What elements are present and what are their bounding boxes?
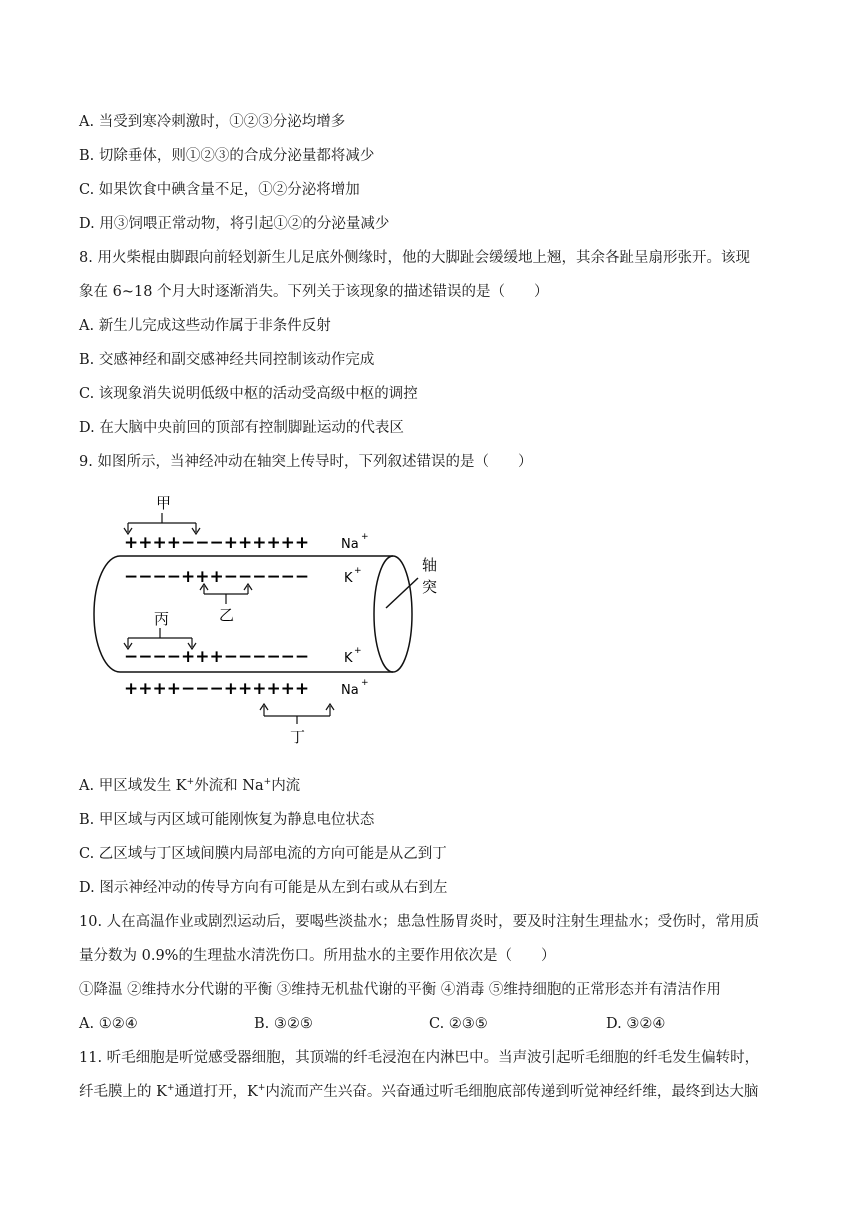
q10-option-d: D. ③②④ <box>606 1016 666 1032</box>
q11-line2: 纤毛膜上的 K+通道打开，K+内流而产生兴奋。兴奋通过听毛细胞底部传递到听觉神经纤维，最终到达大脑 <box>79 1083 759 1100</box>
q8-stem-line1: 8. 用火柴棍由脚跟向前轻划新生儿足底外侧缘时，他的大脚趾会缓缓地上翘，其余各趾呈扇形张开。该现 <box>79 250 750 266</box>
svg-text:+: + <box>361 532 369 542</box>
q10-items: ①降温 ②维持水分代谢的平衡 ③维持无机盐代谢的平衡 ④消毒 ⑤维持细胞的正常形态并有清洁作用 <box>79 982 721 998</box>
q8-option-b: B. 交感神经和副交感神经共同控制该动作完成 <box>79 352 375 368</box>
q8-option-c: C. 该现象消失说明低级中枢的活动受高级中枢的调控 <box>79 386 418 402</box>
svg-text:+: + <box>354 566 362 576</box>
outer-bottom-charges: ++++−−−++++++ <box>124 679 310 699</box>
region-ding <box>260 704 334 724</box>
inner-top-charges: −−−−+++−−−−−− <box>124 567 310 587</box>
region-jia <box>124 513 200 534</box>
q9-option-a: A. 甲区域发生 K+外流和 Na+内流 <box>79 777 301 794</box>
ion-label-k-bottom <box>344 646 362 666</box>
q7-option-b: B. 切除垂体，则①②③的合成分泌量都将减少 <box>79 148 375 164</box>
region-yi <box>200 584 252 604</box>
q9-option-c: C. 乙区域与丁区域间膜内局部电流的方向可能是从乙到丁 <box>79 846 447 862</box>
q10-stem-line1: 10. 人在高温作业或剧烈运动后，要喝些淡盐水；患急性肠胃炎时，要及时注射生理盐水；受伤时，常用质 <box>79 914 760 930</box>
label-jia: 甲 <box>156 494 172 512</box>
q9-option-b: B. 甲区域与丙区域可能刚恢复为静息电位状态 <box>79 812 375 828</box>
label-axon-2: 突 <box>422 578 438 596</box>
region-bing <box>124 628 196 649</box>
q10-option-b: B. ③②⑤ <box>254 1016 313 1032</box>
q10-option-c: C. ②③⑤ <box>429 1016 488 1032</box>
q10-stem-line2: 量分数为 0.9%的生理盐水清洗伤口。所用盐水的主要作用依次是（ ） <box>79 948 556 964</box>
ion-label-na-bottom <box>341 678 369 698</box>
q9-stem: 9. 如图所示，当神经冲动在轴突上传导时，下列叙述错误的是（ ） <box>79 454 533 470</box>
q8-option-a: A. 新生儿完成这些动作属于非条件反射 <box>79 318 331 334</box>
q11-line1: 11. 听毛细胞是听觉感受器细胞，其顶端的纤毛浸泡在内淋巴中。当声波引起听毛细胞的纤毛发生偏转时， <box>79 1050 760 1066</box>
q7-option-a: A. 当受到寒冷刺激时，①②③分泌均增多 <box>79 114 346 130</box>
q9-option-d: D. 图示神经冲动的传导方向有可能是从左到右或从右到左 <box>79 880 448 896</box>
outer-top-charges: ++++−−−++++++ <box>124 533 310 553</box>
ion-label-na-top <box>341 532 369 552</box>
axon-diagram <box>88 486 460 746</box>
label-yi: 乙 <box>219 606 235 624</box>
q8-option-d: D. 在大脑中央前回的顶部有控制脚趾运动的代表区 <box>79 420 404 436</box>
svg-text:+: + <box>361 678 369 688</box>
svg-text:Na: Na <box>341 537 359 552</box>
q10-options <box>79 1014 779 1034</box>
q10-option-a: A. ①②④ <box>79 1016 138 1032</box>
q7-option-d: D. 用③饲喂正常动物，将引起①②的分泌量减少 <box>79 216 390 232</box>
q8-stem-line2: 象在 6~18 个月大时逐渐消失。下列关于该现象的描述错误的是（ ） <box>79 284 549 300</box>
svg-text:+: + <box>354 646 362 656</box>
svg-text:Na: Na <box>341 683 359 698</box>
inner-bottom-charges: −−−−+++−−−−−− <box>124 647 310 667</box>
ion-label-k-top <box>344 566 362 586</box>
svg-text:K: K <box>344 571 353 586</box>
label-ding: 丁 <box>290 728 306 746</box>
svg-text:K: K <box>344 651 353 666</box>
label-bing: 丙 <box>154 610 170 628</box>
label-axon-1: 轴 <box>422 556 438 574</box>
q7-option-c: C. 如果饮食中碘含量不足，①②分泌将增加 <box>79 182 360 198</box>
